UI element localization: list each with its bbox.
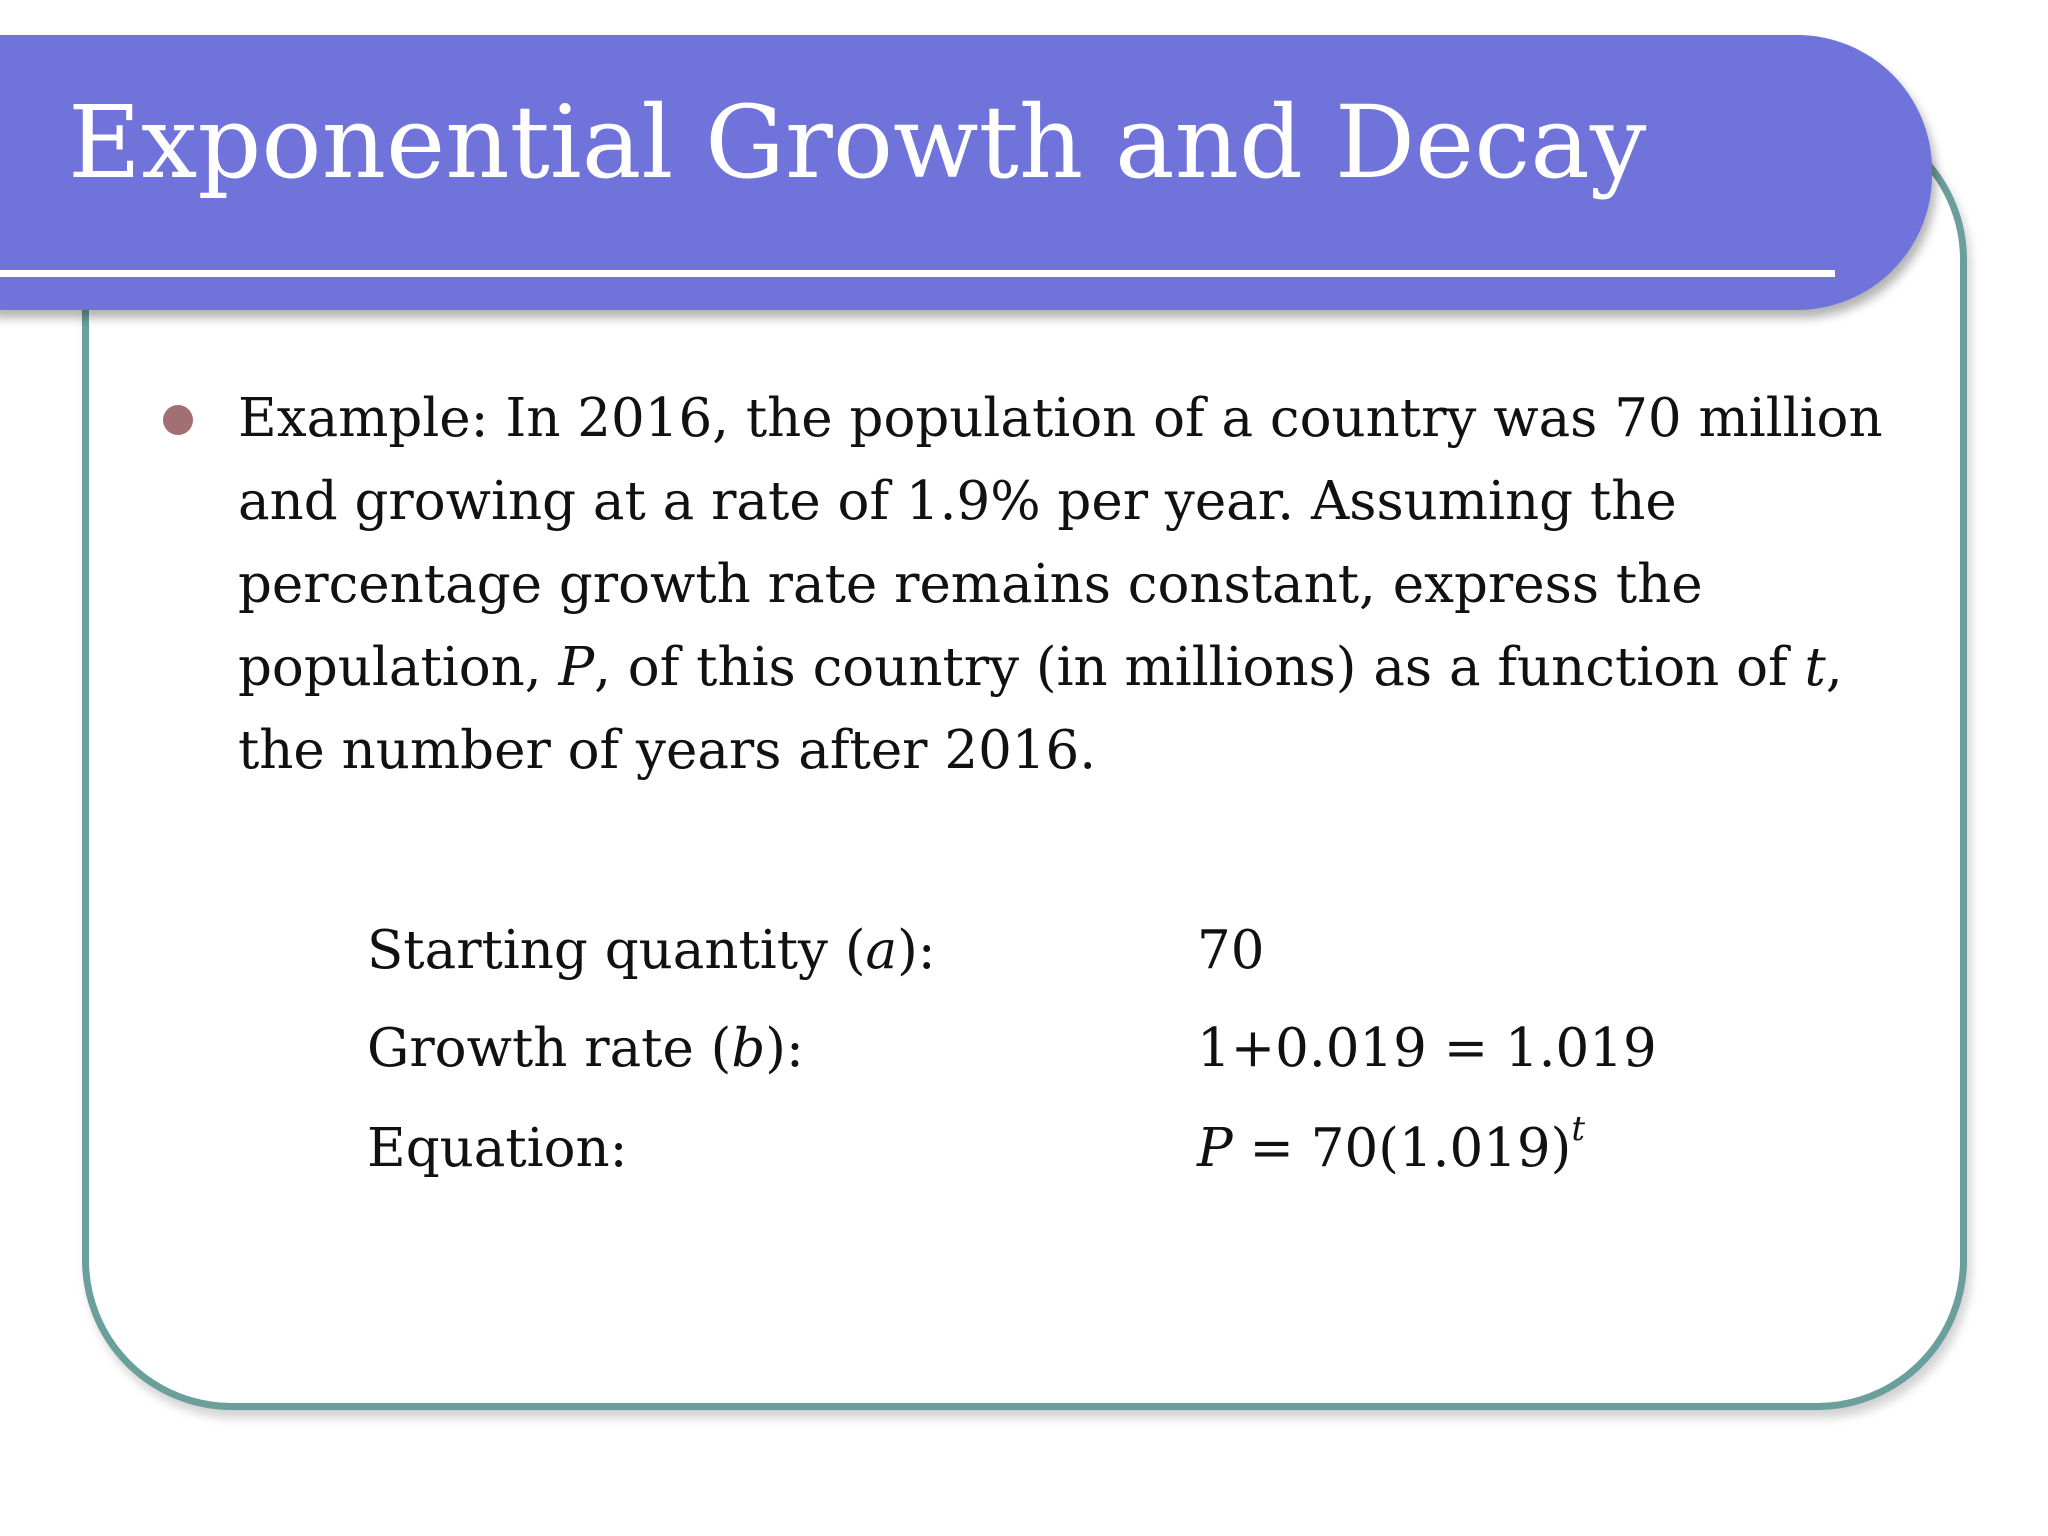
equation-value bbox=[1197, 1109, 1585, 1179]
starting-quantity-value: 70 bbox=[1197, 920, 1265, 981]
title-underline bbox=[0, 270, 1835, 277]
example-paragraph bbox=[238, 377, 1928, 792]
starting-quantity-label-suffix: ): bbox=[897, 920, 936, 981]
equation-body: = 70(1.019) bbox=[1232, 1118, 1572, 1179]
equation-variable-p: P bbox=[1197, 1118, 1233, 1179]
growth-rate-value: 1+0.019 = 1.019 bbox=[1197, 1018, 1657, 1079]
example-text-part2: , of this country (in millions) as a function of bbox=[594, 637, 1805, 698]
example-text-part3: , the number of years after 2016. bbox=[238, 637, 1843, 781]
variable-b: b bbox=[731, 1018, 766, 1079]
example-text-part1: Example: In 2016, the population of a country was 70 million and growing at a rate of 1.9% per year. Assuming the percentage growth rate remains constant, express the population, bbox=[238, 388, 1883, 698]
equation-exponent: t bbox=[1571, 1109, 1585, 1149]
growth-rate-label-suffix: ): bbox=[765, 1018, 804, 1079]
growth-rate-label bbox=[367, 1018, 804, 1079]
variable-p: P bbox=[558, 637, 595, 698]
starting-quantity-label bbox=[367, 920, 936, 981]
bullet-dot-icon bbox=[163, 405, 193, 435]
equation-label: Equation: bbox=[367, 1118, 628, 1179]
growth-rate-label-prefix: Growth rate ( bbox=[367, 1018, 732, 1079]
variable-t: t bbox=[1804, 637, 1826, 698]
slide-title: Exponential Growth and Decay bbox=[68, 84, 1647, 201]
starting-quantity-label-prefix: Starting quantity ( bbox=[367, 920, 866, 981]
variable-a: a bbox=[865, 920, 898, 981]
